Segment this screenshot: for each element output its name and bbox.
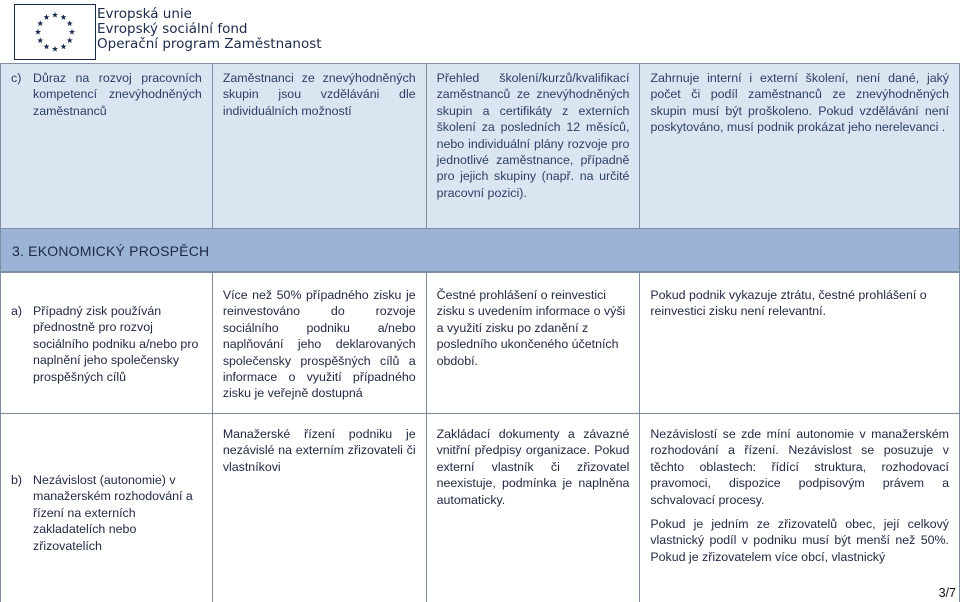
criterion-text: Důraz na rozvoj pracovních kompetencí znevýhodněných zaměstnanců <box>33 71 202 118</box>
table-row <box>1 414 960 602</box>
eu-flag-icon <box>14 4 96 60</box>
criterion-text: Nezávislost (autonomie) v manažerském rozhodování a řízení na externích zakladatelích nebo zřizovatelích <box>33 473 193 553</box>
section-header-band <box>0 228 960 272</box>
note-cell <box>640 414 960 602</box>
evidence-cell: Čestné prohlášení o reinvestici zisku s uvedením informace o výši a využití zisku po zdanění z posledního ukončeného účetních období. <box>426 273 640 414</box>
evidence-cell: Přehled školení/kurzů/kvalifikací zaměstnanců ze znevýhodněných skupin a certifikáty z externích školení za posledních 12 měsíců, nebo individuální plány rozvoje pro jednotlivé zaměstnance, případně pro jejich skupiny (např. na určité pracovní pozici). <box>426 64 640 229</box>
criterion-cell <box>1 273 213 414</box>
document-header <box>0 0 960 62</box>
table-row <box>1 64 960 229</box>
indicator-cell: Více než 50% případného zisku je reinvestováno do rozvoje sociálního podniku a/nebo naplňování jeho deklarovaných společensky prospěšných cílů a informace o využití případného zisku je veřejně dostupná <box>212 273 426 414</box>
logo-line-1: Evropská unie <box>97 6 192 22</box>
row-label: a) <box>11 303 23 318</box>
indicator-cell: Manažerské řízení podniku je nezávislé na externím zřizovateli či vlastníkovi <box>212 414 426 602</box>
table-row <box>1 273 960 414</box>
row-label: b) <box>11 473 23 487</box>
criteria-table-econ-b <box>0 413 960 602</box>
note-cell: Pokud podnik vykazuje ztrátu, čestné prohlášení o reinvestici zisku není relevantní. <box>640 273 960 414</box>
criteria-table-econ-a <box>0 272 960 414</box>
logo-line-2: Evropský sociální fond <box>97 21 248 37</box>
note-cell: Zahrnuje interní i externí školení, není dané, jaký počet či podíl zaměstnanců ze znevýhodněných skupin musí být proškoleno. Pokud vzdělávání není poskytováno, musí podnik prokázat jeho nerelevanci . <box>640 64 960 229</box>
eu-logo-text <box>97 7 322 52</box>
row-label: c) <box>11 71 22 85</box>
criterion-cell <box>1 64 213 229</box>
evidence-cell: Zakládací dokumenty a závazné vnitřní předpisy organizace. Pokud externí vlastník či zřizovatel neexistuje, podmínka je naplněna automaticky. <box>426 414 640 602</box>
criterion-text: Případný zisk používán přednostně pro rozvoj sociálního podniku a/nebo pro naplnění jeho společensky prospěšných cílů <box>33 303 199 384</box>
criterion-cell <box>1 414 213 602</box>
criteria-table-top <box>0 63 960 229</box>
note-paragraph-2: Pokud je jedním ze zřizovatelů obec, její celkový vlastnický podíl v podniku musí být menší než 50%. Pokud je zřizovatelem více obcí, vlastnický <box>650 517 949 564</box>
logo-line-3: Operační program Zaměstnanost <box>97 36 322 52</box>
indicator-cell: Zaměstnanci ze znevýhodněných skupin jsou vzděláváni dle individuálních možností <box>212 64 426 229</box>
note-paragraph-1: Nezávislostí se zde míní autonomie v manažerském rozhodování a řízení. Nezávislost se posuzuje v těchto oblastech: řídící struktura, rozhodovací pravomoci, dispozice podpisovým právem a schvalovací procesy. <box>650 427 949 507</box>
section-title: 3. EKONOMICKÝ PROSPĚCH <box>12 243 210 259</box>
page-number: 3/7 <box>938 586 956 600</box>
